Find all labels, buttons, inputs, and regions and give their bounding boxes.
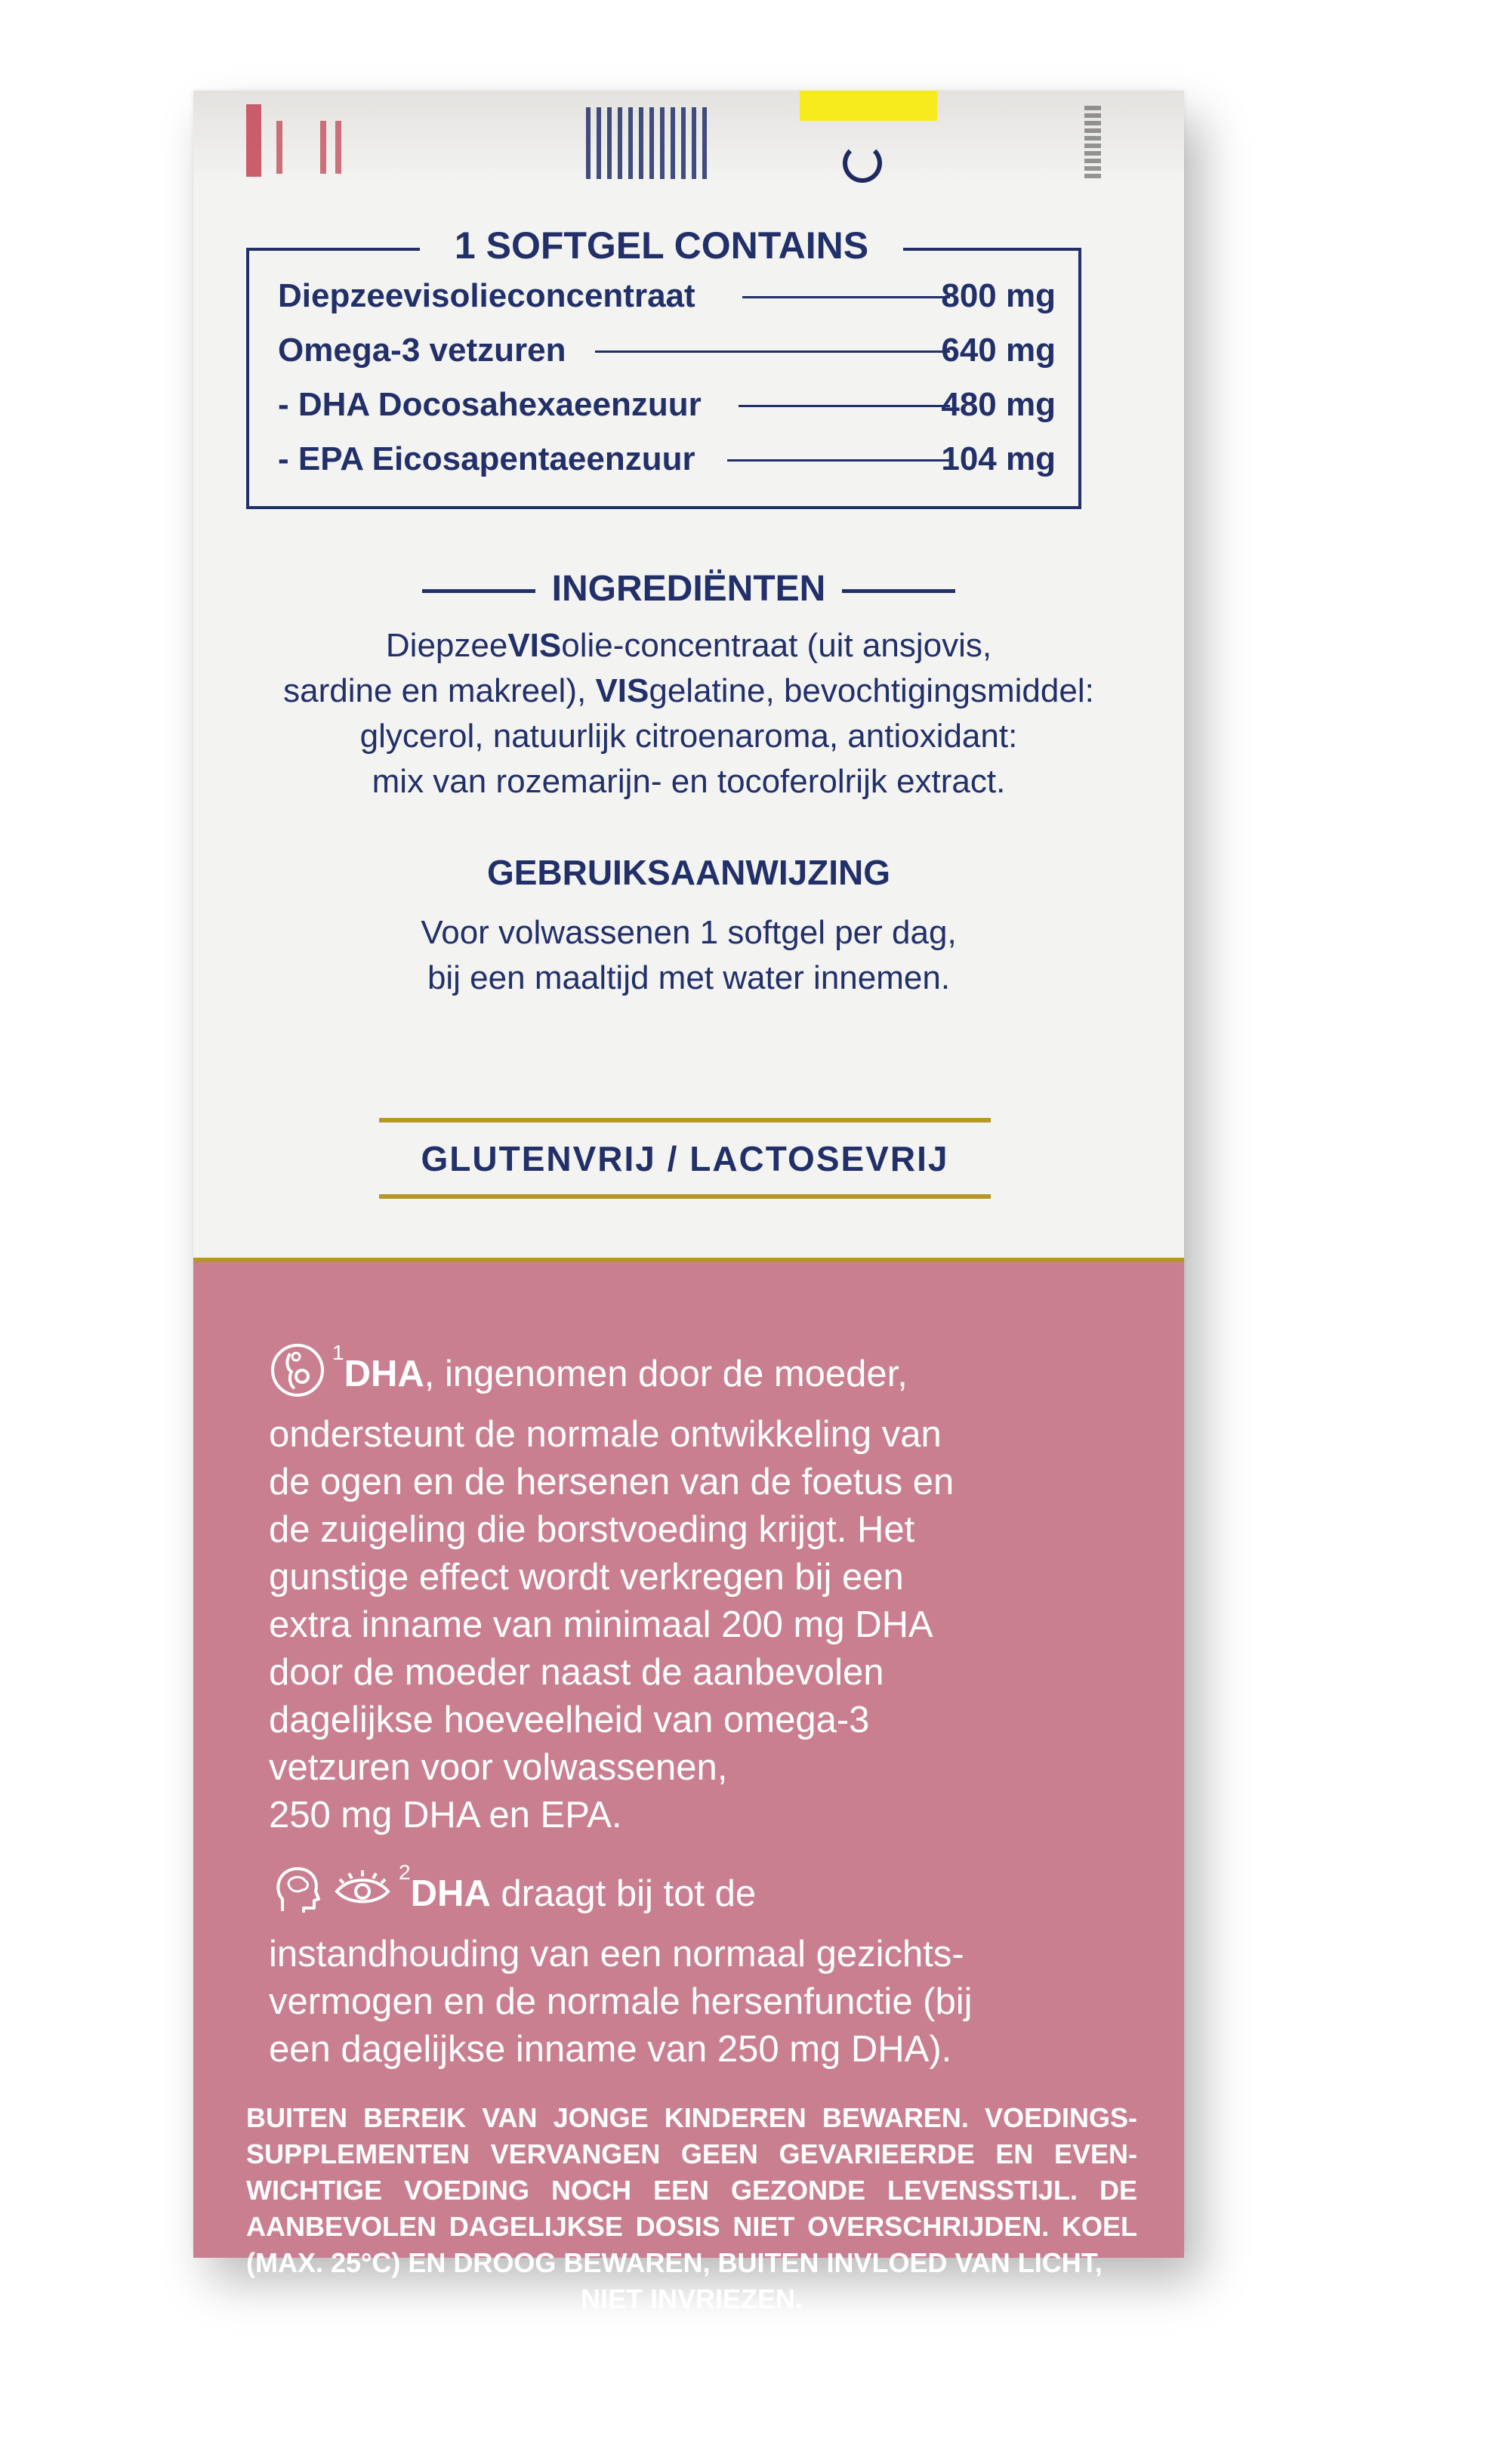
claim-line: door de moeder naast de aanbevolen bbox=[269, 1652, 884, 1693]
nutrient-name: - EPA Eicosapentaeenzuur bbox=[278, 440, 695, 477]
claim-text: , ingenomen door de moeder, bbox=[424, 1353, 908, 1394]
contains-table bbox=[246, 248, 1081, 509]
claim-line: 250 mg DHA en EPA. bbox=[269, 1795, 622, 1836]
claim-line: gunstige effect wordt verkregen bij een bbox=[269, 1557, 904, 1598]
claim-line: dagelijkse hoeveelheid van omega-3 bbox=[269, 1700, 870, 1740]
heading-dash bbox=[422, 589, 535, 593]
flap-side-print bbox=[1084, 106, 1101, 181]
table-row bbox=[278, 328, 1056, 373]
ingredients-heading bbox=[193, 563, 1184, 616]
table-row bbox=[278, 273, 1056, 319]
usage-title: GEBRUIKSAANWIJZING bbox=[486, 853, 891, 892]
footnote-marker: 2 bbox=[399, 1860, 411, 1884]
claim-keyword: DHA bbox=[410, 1873, 491, 1914]
leader-line bbox=[742, 296, 950, 298]
claim-line: de zuigeling die borstvoeding krijgt. Het bbox=[269, 1509, 915, 1550]
claim-line: instandhouding van een normaal gezichts- bbox=[269, 1934, 964, 1975]
ingredients-highlight: VIS bbox=[595, 672, 649, 709]
claim-1 bbox=[269, 1342, 1130, 1839]
usage-line: Voor volwassenen 1 softgel per dag, bbox=[421, 914, 957, 951]
claim-keyword: DHA bbox=[344, 1353, 424, 1394]
footnote-marker: 1 bbox=[332, 1341, 344, 1364]
leader-line bbox=[739, 405, 950, 407]
warning-body: BUITEN BEREIK VAN JONGE KINDEREN BEWAREN. VOEDINGS-SUPPLEMENTEN VERVANGEN GEEN GEVARIEERDE EN EVEN-WICHTIGE VOEDING NOCH EEN GEZONDE LEVENSSTIJL. DE AANBEVOLEN DAGELIJKSE DOSIS NIET OVERSCHRIJDEN. KOEL (MAX. 25°C) EN DROOG BEWAREN, BUITEN INVLOED VAN LICHT, bbox=[246, 2102, 1137, 2278]
brain-head-icon bbox=[269, 1861, 326, 1931]
warning-last-line: NIET INVRIEZEN. bbox=[580, 2283, 803, 2314]
leader-line bbox=[727, 459, 950, 462]
nutrient-value: 640 mg bbox=[941, 332, 1056, 369]
flap-print-mark bbox=[276, 121, 326, 174]
claim-line: extra inname van minimaal 200 mg DHA bbox=[269, 1604, 933, 1645]
ingredients-text-part: Diepzee bbox=[385, 627, 508, 664]
nutrient-name: Diepzeevisolieconcentraat bbox=[278, 277, 695, 314]
ingredients-text-part: sardine en makreel), bbox=[283, 672, 596, 709]
nutrient-name: - DHA Docosahexaeenzuur bbox=[278, 386, 702, 423]
ingredients-text-part: mix van rozemarijn- en tocoferolrijk extract. bbox=[372, 763, 1006, 800]
usage-line: bij een maaltijd met water innemen. bbox=[427, 959, 951, 996]
warning-text bbox=[246, 2100, 1137, 2317]
claim-line: vermogen en de normale hersenfunctie (bij bbox=[269, 1981, 973, 2022]
ingredients-title: INGREDIËNTEN bbox=[551, 569, 826, 609]
ingredients-text-part: gelatine, bevochtigingsmiddel: bbox=[649, 672, 1094, 709]
claim-2 bbox=[269, 1861, 1130, 2073]
ingredients-text bbox=[193, 623, 1184, 804]
barcode-graphic bbox=[586, 107, 707, 179]
flap-print-mark bbox=[335, 121, 372, 174]
product-box-back-panel bbox=[193, 91, 1184, 2314]
table-row bbox=[278, 382, 1056, 428]
nutrient-value: 480 mg bbox=[941, 386, 1056, 423]
gluten-lactose-badge: GLUTENVRIJ / LACTOSEVRIJ bbox=[379, 1118, 991, 1199]
heading-dash bbox=[842, 589, 955, 593]
flap-print-mark bbox=[246, 104, 261, 177]
claim-line: ondersteunt de normale ontwikkeling van bbox=[269, 1414, 942, 1455]
box-top-flap bbox=[193, 91, 1184, 181]
contains-title: 1 SOFTGEL CONTAINS bbox=[420, 219, 903, 272]
leader-line bbox=[595, 350, 950, 353]
claim-line: de ogen en de hersenen van de foetus en bbox=[269, 1462, 955, 1502]
claim-line: een dagelijkse inname van 250 mg DHA). bbox=[269, 2029, 952, 2070]
claim-line: vetzuren voor volwassenen, bbox=[269, 1747, 728, 1788]
eye-icon bbox=[332, 1867, 393, 1925]
claim-text: draagt bij tot de bbox=[490, 1873, 757, 1914]
nutrient-value: 104 mg bbox=[941, 440, 1056, 477]
ingredients-text-part: olie-concentraat (uit ansjovis, bbox=[561, 627, 992, 664]
brand-yellow-patch bbox=[800, 91, 937, 121]
ingredients-text-part: glycerol, natuurlijk citroenaroma, antioxidant: bbox=[359, 718, 1018, 755]
table-row bbox=[278, 437, 1056, 482]
nutrient-name: Omega-3 vetzuren bbox=[278, 332, 566, 369]
nutrient-value: 800 mg bbox=[941, 277, 1056, 314]
ingredients-highlight: VIS bbox=[507, 627, 562, 664]
pregnancy-icon bbox=[269, 1342, 326, 1411]
usage-text bbox=[193, 910, 1184, 1001]
brand-logo-mark bbox=[843, 144, 882, 183]
